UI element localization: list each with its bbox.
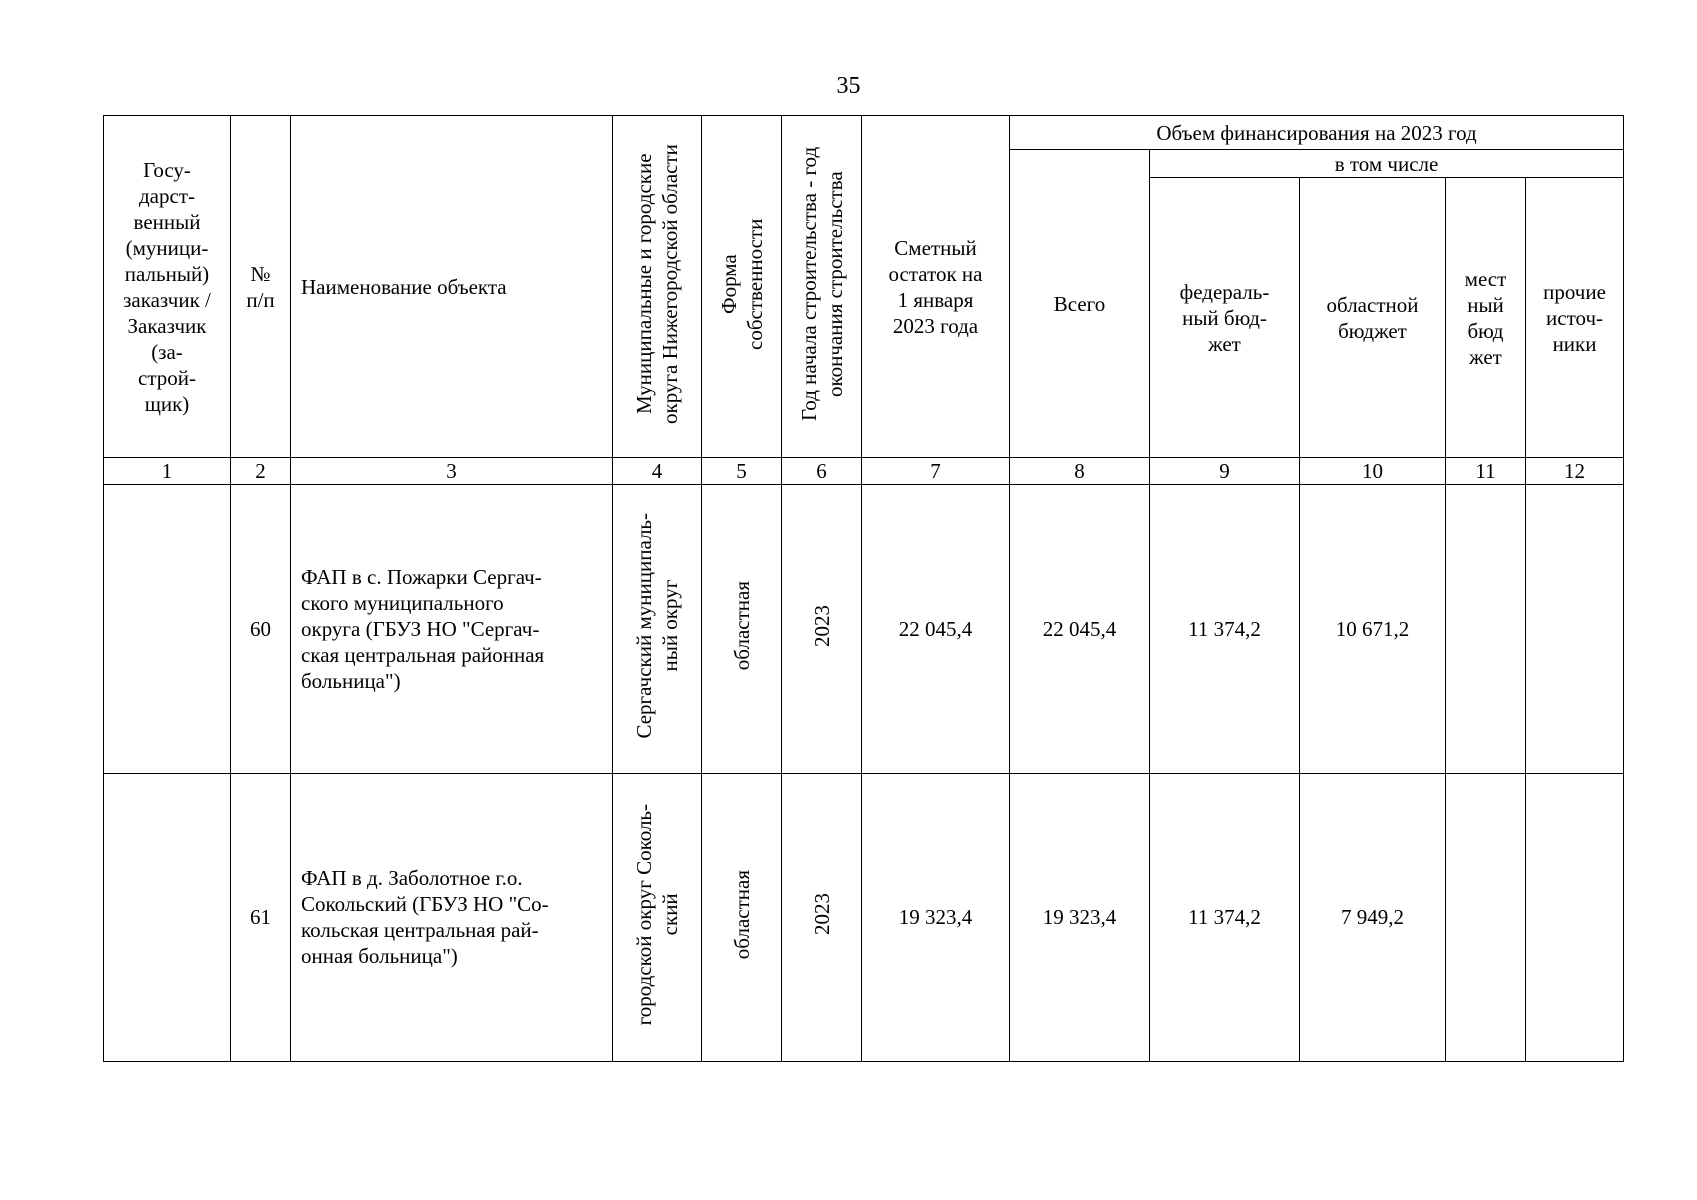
row-object-name: ФАП в д. Заболотное г.о. Сокольский (ГБУЗ НО "Со- кольская центральная рай- онная больница") [291,773,613,1061]
row-federal: 11 374,2 [1150,485,1300,773]
header-number: № п/п [231,116,291,458]
row-estimate: 22 045,4 [862,485,1010,773]
column-number: 1 [104,458,231,485]
header-ownership: Форма собственности [702,116,782,458]
row-total: 22 045,4 [1010,485,1150,773]
row-years: 2023 [782,773,862,1061]
table-row [104,773,1624,1061]
header-other: прочие источ- ники [1526,178,1624,458]
column-number: 2 [231,458,291,485]
column-number: 12 [1526,458,1624,485]
table-row [104,485,1624,773]
header-years: Год начала строительства - год окончания строительства [782,116,862,458]
column-numbers-row [104,458,1624,485]
column-number: 7 [862,458,1010,485]
row-ownership: областная [702,485,782,773]
row-customer [104,485,231,773]
header-total: Всего [1010,150,1150,458]
header-federal: федераль- ный бюд- жет [1150,178,1300,458]
row-local [1446,773,1526,1061]
page-number: 35 [836,73,861,99]
row-customer [104,773,231,1061]
column-number: 8 [1010,458,1150,485]
row-estimate: 19 323,4 [862,773,1010,1061]
row-ownership: областная [702,773,782,1061]
row-regional: 10 671,2 [1300,485,1446,773]
row-municipality: городской округ Соколь- ский [613,773,702,1061]
header-regional: областной бюджет [1300,178,1446,458]
column-number: 11 [1446,458,1526,485]
column-number: 5 [702,458,782,485]
row-number: 61 [231,773,291,1061]
row-total: 19 323,4 [1010,773,1150,1061]
column-number: 9 [1150,458,1300,485]
column-number: 3 [291,458,613,485]
row-other [1526,773,1624,1061]
column-number: 10 [1300,458,1446,485]
row-other [1526,485,1624,773]
row-number: 60 [231,485,291,773]
header-estimate: Сметный остаток на 1 января 2023 года [862,116,1010,458]
header-customer: Госу- дарст- венный (муници- пальный) заказчик / Заказчик (за- строй- щик) [104,116,231,458]
row-years: 2023 [782,485,862,773]
row-municipality: Сергачский муниципаль- ный округ [613,485,702,773]
row-federal: 11 374,2 [1150,773,1300,1061]
header-row-1 [104,116,1624,150]
financing-table [103,115,1624,1062]
column-number: 6 [782,458,862,485]
row-object-name: ФАП в с. Пожарки Сергач- ского муниципального округа (ГБУЗ НО "Сергач- ская центральная районная больница") [291,485,613,773]
row-regional: 7 949,2 [1300,773,1446,1061]
column-number: 4 [613,458,702,485]
header-object-name: Наименование объекта [291,116,613,458]
header-funding-title: Объем финансирования на 2023 год [1010,116,1624,150]
header-local: мест ный бюд жет [1446,178,1526,458]
row-local [1446,485,1526,773]
header-municipality: Муниципальные и городские округа Нижегородской области [613,116,702,458]
header-including: в том числе [1150,150,1624,178]
